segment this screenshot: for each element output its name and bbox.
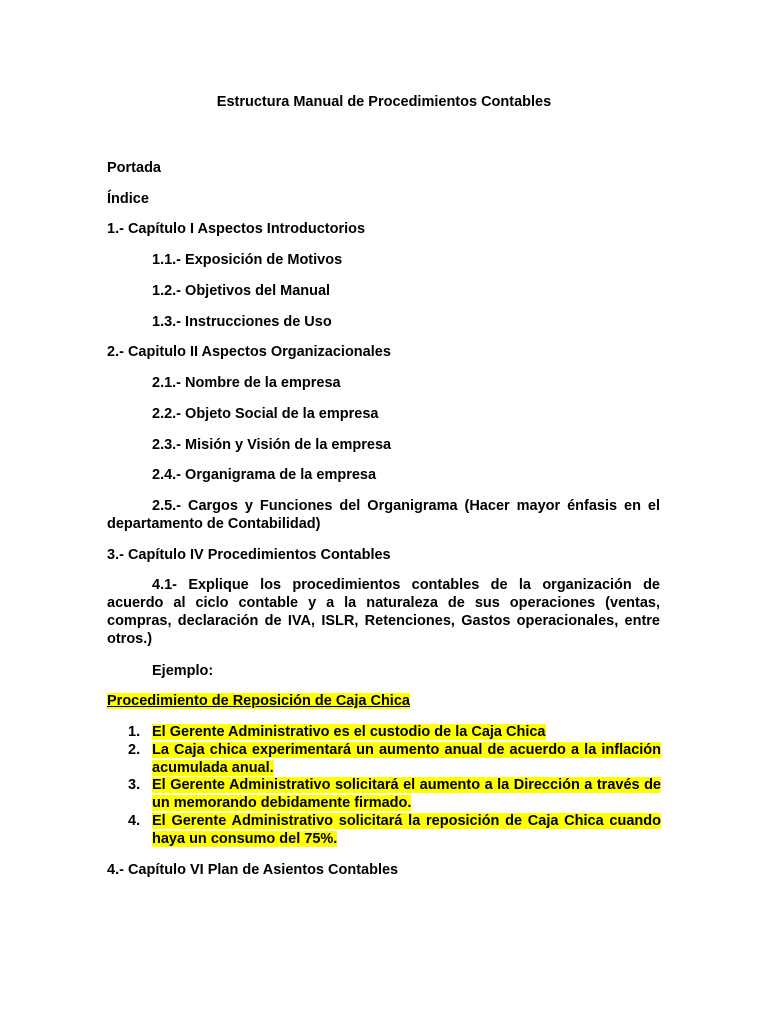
chapter-2: 2.- Capitulo II Aspectos Organizacionales: [107, 344, 391, 360]
section-1-1: 1.1.- Exposición de Motivos: [152, 252, 343, 268]
list-item-number: 1.: [128, 724, 141, 740]
list-item-text: El Gerente Administrativo solicitará el aumento a la Dirección a través de un memorando debidamente firmado.: [152, 777, 661, 811]
list-item-text: El Gerente Administrativo solicitará la reposición de Caja Chica cuando haya un consumo del 75%.: [152, 813, 661, 847]
procedure-title-text: Procedimiento de Reposición de Caja Chica: [107, 693, 410, 709]
heading-portada: Portada: [107, 160, 161, 176]
section-4-1: 4.1- Explique los procedimientos contables de la organización de acuerdo al ciclo contable y a la naturaleza de sus operaciones (ventas, compras, declaración de IVA, ISLR, Retenciones, Gastos operacionales, entre otros.): [107, 577, 660, 647]
procedure-title: [107, 692, 410, 710]
section-1-3: 1.3.- Instrucciones de Uso: [152, 314, 332, 330]
chapter-3: 3.- Capítulo IV Procedimientos Contables: [107, 547, 391, 563]
chapter-4: 4.- Capítulo VI Plan de Asientos Contables: [107, 862, 399, 878]
section-2-5: 2.5.- Cargos y Funciones del Organigrama (Hacer mayor énfasis en el departamento de Contabilidad): [107, 498, 660, 532]
list-item: [128, 776, 661, 812]
chapter-1: 1.- Capítulo I Aspectos Introductorios: [107, 221, 366, 237]
heading-indice: Índice: [107, 191, 149, 207]
list-item: [128, 723, 661, 741]
list-item-number: 4.: [128, 813, 141, 829]
list-item-number: 2.: [128, 742, 141, 758]
document-title: Estructura Manual de Procedimientos Contables: [216, 94, 552, 110]
list-item-text: El Gerente Administrativo es el custodio de la Caja Chica: [152, 724, 546, 740]
list-item: [128, 741, 661, 777]
section-2-4: 2.4.- Organigrama de la empresa: [152, 467, 377, 483]
section-2-2: 2.2.- Objeto Social de la empresa: [152, 406, 379, 422]
section-1-2: 1.2.- Objetivos del Manual: [152, 283, 331, 299]
list-item-number: 3.: [128, 777, 141, 793]
list-item-text: La Caja chica experimentará un aumento anual de acuerdo a la inflación acumulada anual.: [152, 742, 661, 776]
section-2-1: 2.1.- Nombre de la empresa: [152, 375, 341, 391]
example-label: Ejemplo:: [152, 663, 214, 679]
list-item: [128, 812, 661, 848]
section-2-3: 2.3.- Misión y Visión de la empresa: [152, 437, 392, 453]
